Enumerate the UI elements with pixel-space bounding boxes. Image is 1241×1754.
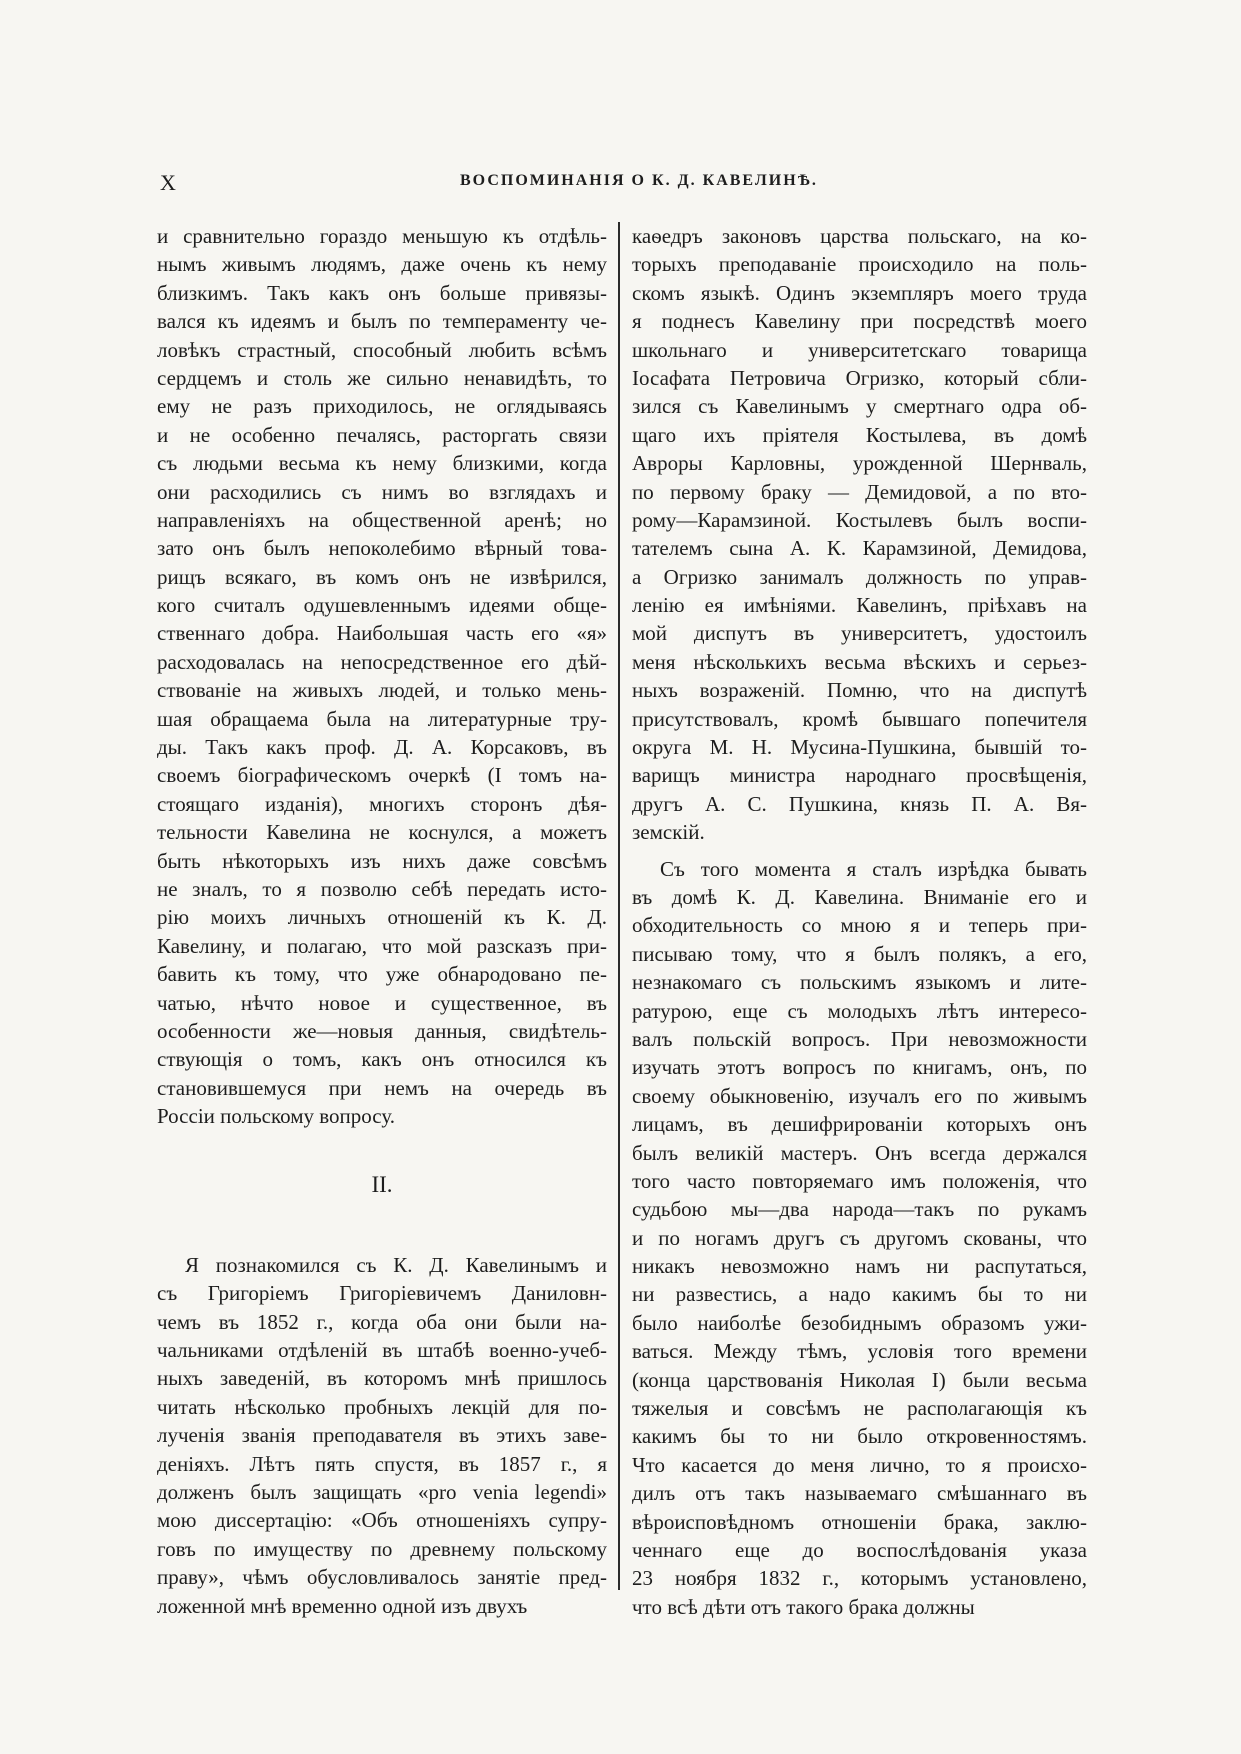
text-line: стоящаго изданія), многихъ сторонъ дѣя- <box>157 791 607 816</box>
text-line: своемъ біографическомъ очеркѣ (I томъ на- <box>157 763 607 788</box>
text-line: въ домѣ К. Д. Кавелина. Вниманіе его и <box>632 884 1087 909</box>
right-paragraph-2 <box>632 855 1087 1622</box>
paragraph-gap <box>632 847 1087 855</box>
text-line: бавить къ тому, что уже обнародовано пе- <box>157 962 607 987</box>
text-line: лицамъ, въ дешифрированіи которыхъ онъ <box>632 1112 1087 1137</box>
text-line: ченнаго еще до воспослѣдованія указа <box>632 1537 1087 1562</box>
text-line: тяжелыя и совсѣмъ не располагающія къ <box>632 1396 1087 1421</box>
text-line: меня нѣсколькихъ весьма вѣскихъ и серьез- <box>632 649 1087 674</box>
text-line: Іосафата Петровича Огризко, который сбли- <box>632 365 1087 390</box>
text-line: рію моихъ личныхъ отношеній къ К. Д. <box>157 905 607 930</box>
text-line: ваться. Между тѣмъ, условія того времени <box>632 1339 1087 1364</box>
text-line: особенности же—новыя данныя, свидѣтель- <box>157 1018 607 1043</box>
left-paragraph-1 <box>157 222 607 1131</box>
text-line: ленію ея имѣніями. Кавелинъ, пріѣхавъ на <box>632 593 1087 618</box>
right-column <box>632 222 1087 1621</box>
text-line: становившемуся при немъ на очередь въ <box>157 1075 607 1100</box>
text-line: ныхъ заведеній, въ которомъ мнѣ пришлось <box>157 1366 607 1391</box>
text-line: чемъ въ 1852 г., когда оба они были на- <box>157 1309 607 1334</box>
text-line: писываю тому, что я былъ полякъ, а его, <box>632 941 1087 966</box>
text-line: говъ по имуществу по древнему польскому <box>157 1536 607 1561</box>
text-line: вался къ идеямъ и былъ по темпераменту че- <box>157 309 607 334</box>
text-line: и не особенно печалясь, расторгать связи <box>157 422 607 447</box>
text-line: округа М. Н. Мусина-Пушкина, бывшій то- <box>632 735 1087 760</box>
text-line: варищъ министра народнаго просвѣщенія, <box>632 763 1087 788</box>
text-line: какимъ бы то ни было откровенностямъ. <box>632 1424 1087 1449</box>
text-line: рищъ всякаго, въ комъ онъ не извѣрился, <box>157 564 607 589</box>
text-line: мою диссертацію: «Объ отношеніяхъ супру- <box>157 1508 607 1533</box>
text-line: никакъ невозможно намъ ни распутаться, <box>632 1254 1087 1279</box>
text-line: праву», чѣмъ обусловливалось занятіе пред- <box>157 1565 607 1590</box>
text-line: каѳедръ законовъ царства польскаго, на ко- <box>632 224 1087 248</box>
text-line: судьбою мы—два народа—такъ по рукамъ <box>632 1197 1087 1222</box>
text-line: Съ того момента я сталъ изрѣдка бывать <box>660 856 1087 881</box>
text-line: рому—Карамзиной. Костылевъ былъ воспи- <box>632 507 1087 532</box>
text-line: ложенной мнѣ временно одной изъ двухъ <box>157 1593 528 1618</box>
text-line: быть нѣкоторыхъ изъ нихъ даже совсѣмъ <box>157 848 607 873</box>
text-line: ствованіе на живыхъ людей, и только мень- <box>157 678 607 703</box>
text-line: своему обыкновенію, изучалъ его по живымъ <box>632 1083 1087 1108</box>
text-line: не зналъ, то я позволю себѣ передать исто- <box>157 876 607 901</box>
text-line: ды. Такъ какъ проф. Д. А. Корсаковъ, въ <box>157 735 607 760</box>
text-line: 23 ноября 1832 г., которымъ установлено, <box>632 1566 1087 1591</box>
text-line: ственнаго добра. Наибольшая часть его «я» <box>157 621 607 646</box>
text-line: ствующія о томъ, какъ онъ относился къ <box>157 1047 607 1072</box>
text-line: направленіяхъ на общественной аренѣ; но <box>157 507 607 532</box>
text-line: ратурою, еще съ молодыхъ лѣтъ интересо- <box>632 998 1087 1023</box>
text-line: земскій. <box>632 820 705 845</box>
text-line: они расходились съ нимъ во взглядахъ и <box>157 479 607 504</box>
text-line: ныхъ возраженій. Помню, что на диспутѣ <box>632 678 1087 703</box>
text-line: валъ польскій вопросъ. При невозможности <box>632 1026 1087 1051</box>
text-line: незнакомаго съ польскимъ языкомъ и лите- <box>632 970 1087 995</box>
text-line: мой диспутъ въ университетъ, удостоилъ <box>632 621 1087 646</box>
text-line: расходовалась на непосредственное его дѣй- <box>157 649 607 674</box>
text-line: Что касается до меня лично, то я происхо- <box>632 1452 1087 1477</box>
text-line: школьнаго и университетскаго товарища <box>632 337 1087 362</box>
text-line: лученія званія преподавателя въ этихъ заве- <box>157 1423 607 1448</box>
text-line: я поднесъ Кавелину при посредствѣ моего <box>632 309 1087 334</box>
text-line: и сравнительно гораздо меньшую къ отдѣль- <box>157 224 607 248</box>
text-line: скомъ языкѣ. Одинъ экземпляръ моего труда <box>632 280 1087 305</box>
page-number: X <box>160 170 177 195</box>
text-line: вѣроисповѣдномъ отношеніи брака, заклю- <box>632 1509 1087 1534</box>
text-line: было наиболѣе безобиднымъ образомъ ужи- <box>632 1310 1087 1335</box>
text-line: чатью, нѣчто новое и существенное, въ <box>157 990 607 1015</box>
text-line: того часто повторяемаго имъ положенія, что <box>632 1168 1087 1193</box>
text-line: съ Григоріемъ Григоріевичемъ Даниловн- <box>157 1281 607 1306</box>
text-line: шая обращаема была на литературные тру- <box>157 706 607 731</box>
text-line: зился съ Кавелинымъ у смертнаго одра об- <box>632 394 1087 419</box>
text-line: близкимъ. Такъ какъ онъ больше привязы- <box>157 280 607 305</box>
left-paragraph-2 <box>157 1251 607 1620</box>
text-line: ему не разъ приходилось, не оглядываясь <box>157 394 607 419</box>
text-line: съ людьми весьма къ нему близкими, когда <box>157 451 607 476</box>
text-line: обходительность со мною я и теперь при- <box>632 913 1087 938</box>
text-line: торыхъ преподаваніе происходило на поль- <box>632 252 1087 277</box>
text-line: (конца царствованія Николая I) были весьма <box>632 1367 1087 1392</box>
text-line: нымъ живымъ людямъ, даже очень къ нему <box>157 252 607 277</box>
text-line: Кавелину, и полагаю, что мой разсказъ при- <box>157 933 607 958</box>
text-line: Россіи польскому вопросу. <box>157 1104 395 1129</box>
text-line: по первому браку — Демидовой, а по вто- <box>632 479 1087 504</box>
text-line: изучать этотъ вопросъ по книгамъ, онъ, по <box>632 1055 1087 1080</box>
text-line: ловѣкъ страстный, способный любить всѣмъ <box>157 337 607 362</box>
text-line: сердцемъ и столь же сильно ненавидѣть, то <box>157 365 607 390</box>
text-line: присутствовалъ, кромѣ бывшаго попечителя <box>632 706 1087 731</box>
text-line: другъ А. С. Пушкина, князь П. А. Вя- <box>632 791 1087 816</box>
running-title: ВОСПОМИНАНІЯ О К. Д. КАВЕЛИНѢ. <box>460 172 818 189</box>
section-heading: II. <box>371 1171 393 1197</box>
text-line: деніяхъ. Лѣтъ пять спустя, въ 1857 г., я <box>157 1451 607 1476</box>
text-line: ни развестись, а надо какимъ бы то ни <box>632 1282 1087 1307</box>
page-header <box>160 170 1090 202</box>
text-line: тателемъ сына А. К. Карамзиной, Демидова, <box>632 536 1087 561</box>
column-divider <box>618 222 620 1590</box>
right-paragraph-1 <box>632 222 1087 847</box>
text-line: Авроры Карловны, урожденной Шернваль, <box>632 451 1087 476</box>
text-line: былъ великій мастеръ. Онъ всегда держался <box>632 1140 1087 1165</box>
text-line: что всѣ дѣти отъ такого брака должны <box>632 1594 975 1619</box>
text-line: читать нѣсколько пробныхъ лекцій для по- <box>157 1394 607 1419</box>
text-line: щаго ихъ пріятеля Костылева, въ домѣ <box>632 422 1087 447</box>
text-line: и по ногамъ другъ съ другомъ скованы, что <box>632 1225 1087 1250</box>
text-line: зато онъ былъ непоколебимо вѣрный това- <box>157 536 607 561</box>
text-line: тельности Кавелина не коснулся, а можетъ <box>157 820 607 845</box>
left-column <box>157 222 607 1620</box>
text-line: дилъ отъ такъ называемаго смѣшаннаго въ <box>632 1481 1087 1506</box>
text-line: Я познакомился съ К. Д. Кавелинымъ и <box>185 1252 607 1277</box>
text-line: а Огризко занималъ должность по управ- <box>632 564 1087 589</box>
text-line: чальниками отдѣленій въ штабѣ военно-учеб- <box>157 1338 607 1363</box>
text-line: долженъ былъ защищать «pro venia legendi» <box>157 1480 607 1505</box>
text-line: кого считалъ одушевленнымъ идеями обще- <box>157 593 607 618</box>
